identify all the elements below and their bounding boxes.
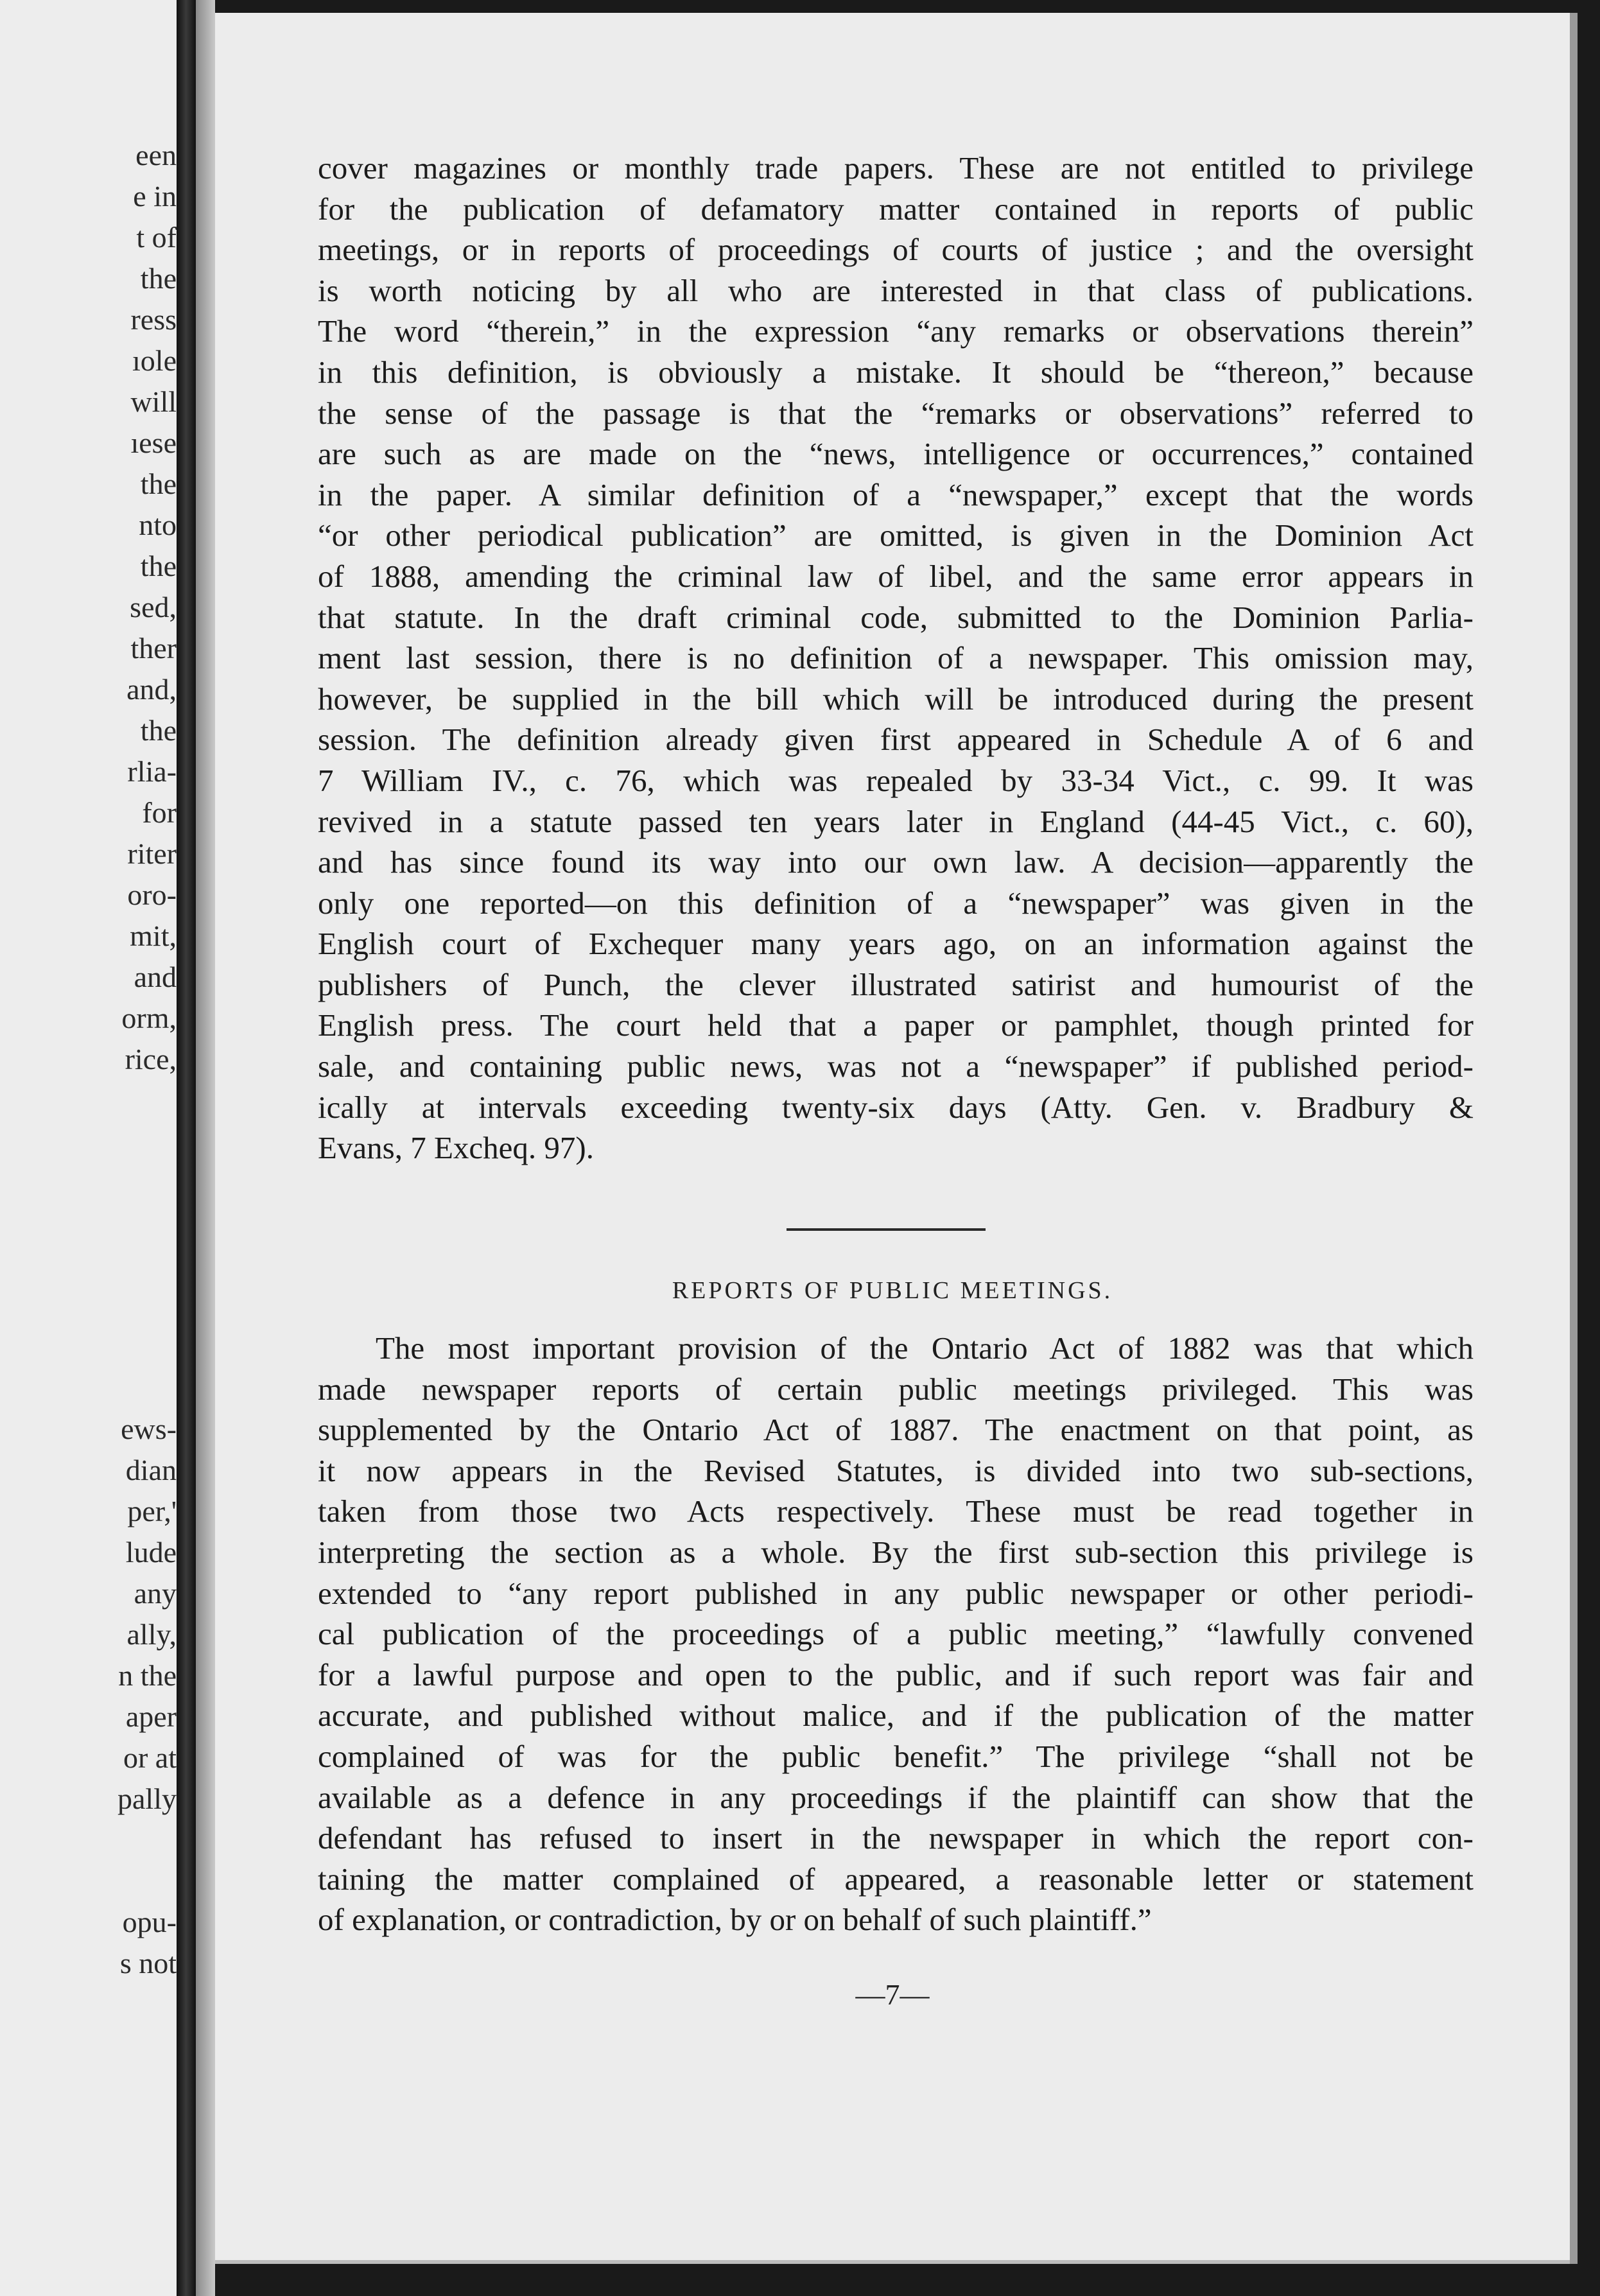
facing-page-word: mit, [130,919,177,952]
text-line: Evans, 7 Excheq. 97). [318,1130,594,1166]
section-divider [787,1228,986,1231]
text-line: The word “therein,” in the expression “any remarks or observations therein” [318,313,1474,349]
facing-page-word: nto [139,509,177,541]
text-line: meetings, or in reports of proceedings of courts of justice ; and the oversight [318,232,1474,268]
facing-page-word: riter [127,837,177,870]
facing-page-word: ıese [130,426,177,459]
text-line: 7 William IV., c. 76, which was repealed by 33-34 Vict., c. 99. It was [318,762,1474,798]
facing-page-word: t of [136,221,177,254]
facing-page-word: n the [118,1659,177,1692]
text-line: in the paper. A similar definition of a “newspaper,” except that the words [318,476,1474,512]
facing-page-word: ther [130,632,177,665]
text-line: only one reported—on this definition of a “newspaper” was given in the [318,885,1474,921]
facing-page-word: will [130,385,177,418]
facing-page-word: the [140,714,177,747]
gutter-shadow [196,0,215,2296]
text-line: of explanation, or contradiction, by or on behalf of such plaintiff.” [318,1902,1152,1938]
page [215,13,1570,2264]
facing-page-fragment [0,0,177,2296]
facing-page-word: aper [125,1700,177,1733]
facing-page-word: ıole [132,344,177,377]
section-heading: REPORTS OF PUBLIC MEETINGS. [672,1277,1113,1304]
text-line: interpreting the section as a whole. By the first sub-section this privilege is [318,1534,1474,1570]
text-line: taken from those two Acts respectively. These must be read together in [318,1493,1474,1529]
text-line: ically at intervals exceeding twenty-six days (Atty. Gen. v. Bradbury & [318,1089,1474,1125]
text-line: are such as are made on the “news, intelligence or occurrences,” contained [318,436,1474,472]
facing-page-word: oro- [127,878,177,911]
text-line: sale, and containing public news, was not a “newspaper” if published period- [318,1048,1474,1084]
text-line: accurate, and published without malice, and if the publication of the matter [318,1698,1474,1734]
text-line: for a lawful purpose and open to the public, and if such report was fair and [318,1657,1474,1692]
facing-page-word: or at [123,1741,177,1774]
facing-page-word: opu- [122,1906,177,1938]
text-line: The most important provision of the Ontario Act of 1882 was that which [376,1330,1474,1366]
facing-page-word: for [142,796,177,829]
text-line: revived in a statute passed ten years later in England (44-45 Vict., c. 60), [318,803,1474,839]
facing-page-word: rice, [125,1043,177,1075]
facing-page-word: the [140,467,177,500]
text-line: English press. The court held that a paper or pamphlet, though printed for [318,1007,1474,1043]
facing-page-word: sed, [130,591,177,623]
facing-page-word: ally, [126,1618,177,1651]
text-line: for the publication of defamatory matter contained in reports of public [318,191,1474,227]
book-spine [177,0,196,2296]
text-line: it now appears in the Revised Statutes, is divided into two sub-sections, [318,1452,1474,1488]
page-edge [1570,13,1578,2264]
text-line: session. The definition already given first appeared in Schedule A of 6 and [318,722,1474,758]
facing-page-word: rlia- [127,755,177,788]
text-line: made newspaper reports of certain public meetings privileged. This was [318,1371,1474,1407]
facing-page-word: and, [126,673,177,706]
facing-page-word: pally [117,1782,177,1815]
facing-page-word: s not [119,1947,177,1979]
text-line: cal publication of the proceedings of a public meeting,” “lawfully convened [318,1616,1474,1652]
facing-page-word: een [135,139,177,171]
text-line: that statute. In the draft criminal code, submitted to the Dominion Parlia- [318,599,1474,635]
facing-page-word: ress [130,303,177,336]
text-line: English court of Exchequer many years ago, on an information against the [318,926,1474,962]
facing-page-word: the [140,262,177,295]
paragraph-public-meetings [318,1328,1474,1940]
text-line: complained of was for the public benefit.” The privilege “shall not be [318,1738,1474,1774]
page-number: —7— [855,1978,930,2011]
text-line: the sense of the passage is that the “remarks or observations” referred to [318,395,1474,431]
facing-page-word: lude [125,1536,177,1569]
facing-page-word: and [134,961,177,993]
text-line: supplemented by the Ontario Act of 1887. The enactment on that point, as [318,1412,1474,1448]
facing-page-word: orm, [121,1002,177,1034]
facing-page-word: per,' [127,1495,177,1527]
text-line: taining the matter complained of appeared, a reasonable letter or statement [318,1861,1474,1897]
text-line: in this definition, is obviously a mistake. It should be “thereon,” because [318,354,1474,390]
text-line: is worth noticing by all who are interested in that class of publications. [318,272,1474,308]
facing-page-word: the [140,550,177,582]
text-line: “or other periodical publication” are omitted, is given in the Dominion Act [318,517,1474,553]
facing-page-word: any [134,1577,177,1610]
text-line: ment last session, there is no definition of a newspaper. This omission may, [318,640,1474,676]
text-line: however, be supplied in the bill which will be introduced during the present [318,681,1474,717]
text-line: available as a defence in any proceedings if the plaintiff can show that the [318,1779,1474,1815]
paragraph-privilege-definition [318,148,1474,1169]
text-line: publishers of Punch, the clever illustrated satirist and humourist of the [318,966,1474,1002]
facing-page-word: ews- [121,1413,177,1445]
facing-page-word: dian [125,1454,177,1486]
facing-page-word: e in [133,180,177,213]
text-line: extended to “any report published in any public newspaper or other periodi- [318,1575,1474,1611]
text-line: defendant has refused to insert in the newspaper in which the report con- [318,1820,1474,1856]
text-line: of 1888, amending the criminal law of libel, and the same error appears in [318,558,1474,594]
text-line: and has since found its way into our own law. A decision—apparently the [318,844,1474,880]
text-line: cover magazines or monthly trade papers. These are not entitled to privilege [318,150,1474,186]
